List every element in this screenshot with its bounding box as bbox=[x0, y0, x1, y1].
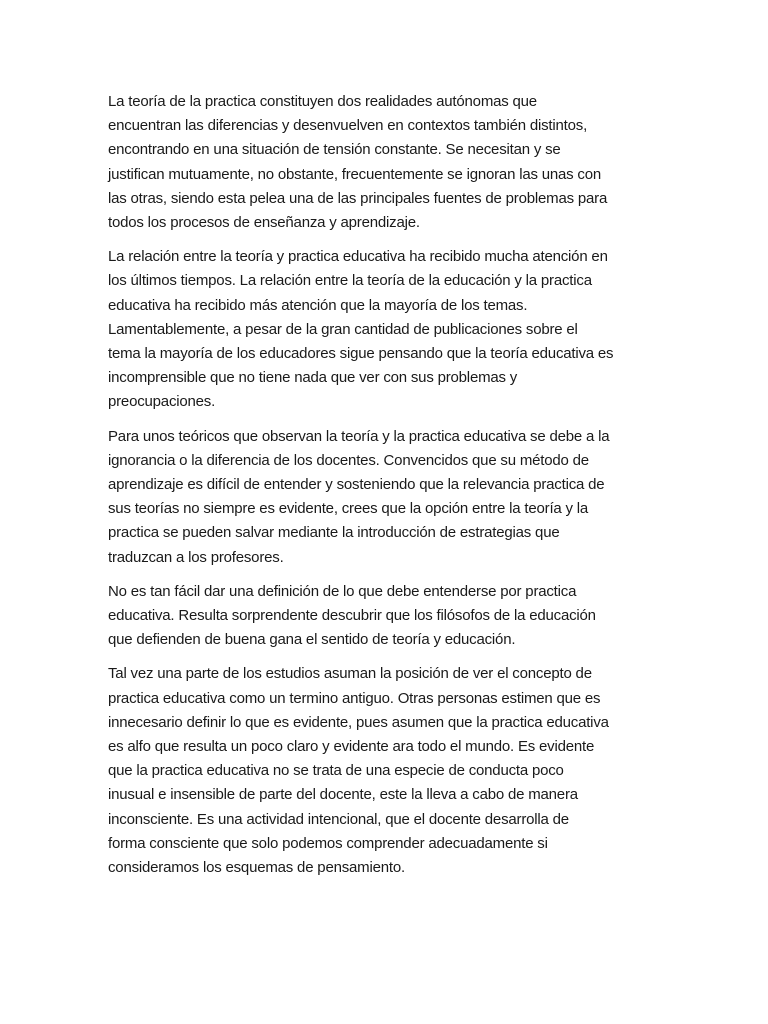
text-line: traduzcan a los profesores. bbox=[108, 548, 284, 566]
text-line: las otras, siendo esta pelea una de las principales fuentes de problemas para bbox=[108, 189, 608, 207]
text-line: practica educativa como un termino antiguo. Otras personas estimen que es bbox=[108, 689, 601, 707]
text-line: ignorancia o la diferencia de los docentes. Convencidos que su método de bbox=[108, 451, 589, 469]
text-line: forma consciente que solo podemos comprender adecuadamente si bbox=[108, 834, 548, 852]
text-line: inusual e insensible de parte del docente, este la lleva a cabo de manera bbox=[108, 786, 578, 804]
text-line: sus teorías no siempre es evidente, crees que la opción entre la teoría y la bbox=[108, 500, 589, 518]
paragraph-5 bbox=[108, 662, 670, 880]
text-line: es alfo que resulta un poco claro y evidente ara todo el mundo. Es evidente bbox=[108, 738, 595, 756]
paragraph-3 bbox=[108, 425, 670, 570]
text-line: Para unos teóricos que observan la teoría y la practica educativa se debe a la bbox=[108, 427, 610, 445]
text-line: educativa ha recibido más atención que la mayoría de los temas. bbox=[108, 296, 528, 314]
text-line: practica se pueden salvar mediante la introducción de estrategias que bbox=[108, 524, 560, 542]
paragraph-2 bbox=[108, 245, 670, 414]
text-line: aprendizaje es difícil de entender y sosteniendo que la relevancia practica de bbox=[108, 476, 605, 494]
text-line: La teoría de la practica constituyen dos realidades autónomas que bbox=[108, 93, 537, 110]
text-line: encontrando en una situación de tensión constante. Se necesitan y se bbox=[108, 141, 561, 159]
text-line: preocupaciones. bbox=[108, 393, 216, 411]
text-line: tema la mayoría de los educadores sigue pensando que la teoría educativa es bbox=[108, 345, 614, 363]
text-line: justifican mutuamente, no obstante, frecuentemente se ignoran las unas con bbox=[108, 165, 602, 183]
text-line: La relación entre la teoría y practica educativa ha recibido mucha atención en bbox=[108, 248, 608, 266]
text-line: educativa. Resulta sorprendente descubrir que los filósofos de la educación bbox=[108, 607, 596, 625]
paragraph-1 bbox=[108, 90, 670, 235]
document-body bbox=[108, 90, 670, 890]
text-line: consideramos los esquemas de pensamiento. bbox=[108, 859, 405, 877]
text-line: encuentran las diferencias y desenvuelven en contextos también distintos, bbox=[108, 117, 588, 135]
text-line: incomprensible que no tiene nada que ver con sus problemas y bbox=[108, 369, 518, 387]
text-line: Lamentablemente, a pesar de la gran cantidad de publicaciones sobre el bbox=[108, 320, 578, 338]
text-line: Tal vez una parte de los estudios asuman la posición de ver el concepto de bbox=[108, 665, 592, 683]
text-line: que la practica educativa no se trata de una especie de conducta poco bbox=[108, 762, 564, 780]
text-line: que defienden de buena gana el sentido de teoría y educación. bbox=[108, 631, 516, 649]
paragraph-4 bbox=[108, 580, 670, 653]
text-line: inconsciente. Es una actividad intencional, que el docente desarrolla de bbox=[108, 810, 569, 828]
text-line: los últimos tiempos. La relación entre la teoría de la educación y la practica bbox=[108, 272, 592, 290]
text-line: innecesario definir lo que es evidente, pues asumen que la practica educativa bbox=[108, 713, 609, 731]
text-line: todos los procesos de enseñanza y aprendizaje. bbox=[108, 214, 420, 232]
text-line: No es tan fácil dar una definición de lo que debe entenderse por practica bbox=[108, 582, 577, 600]
